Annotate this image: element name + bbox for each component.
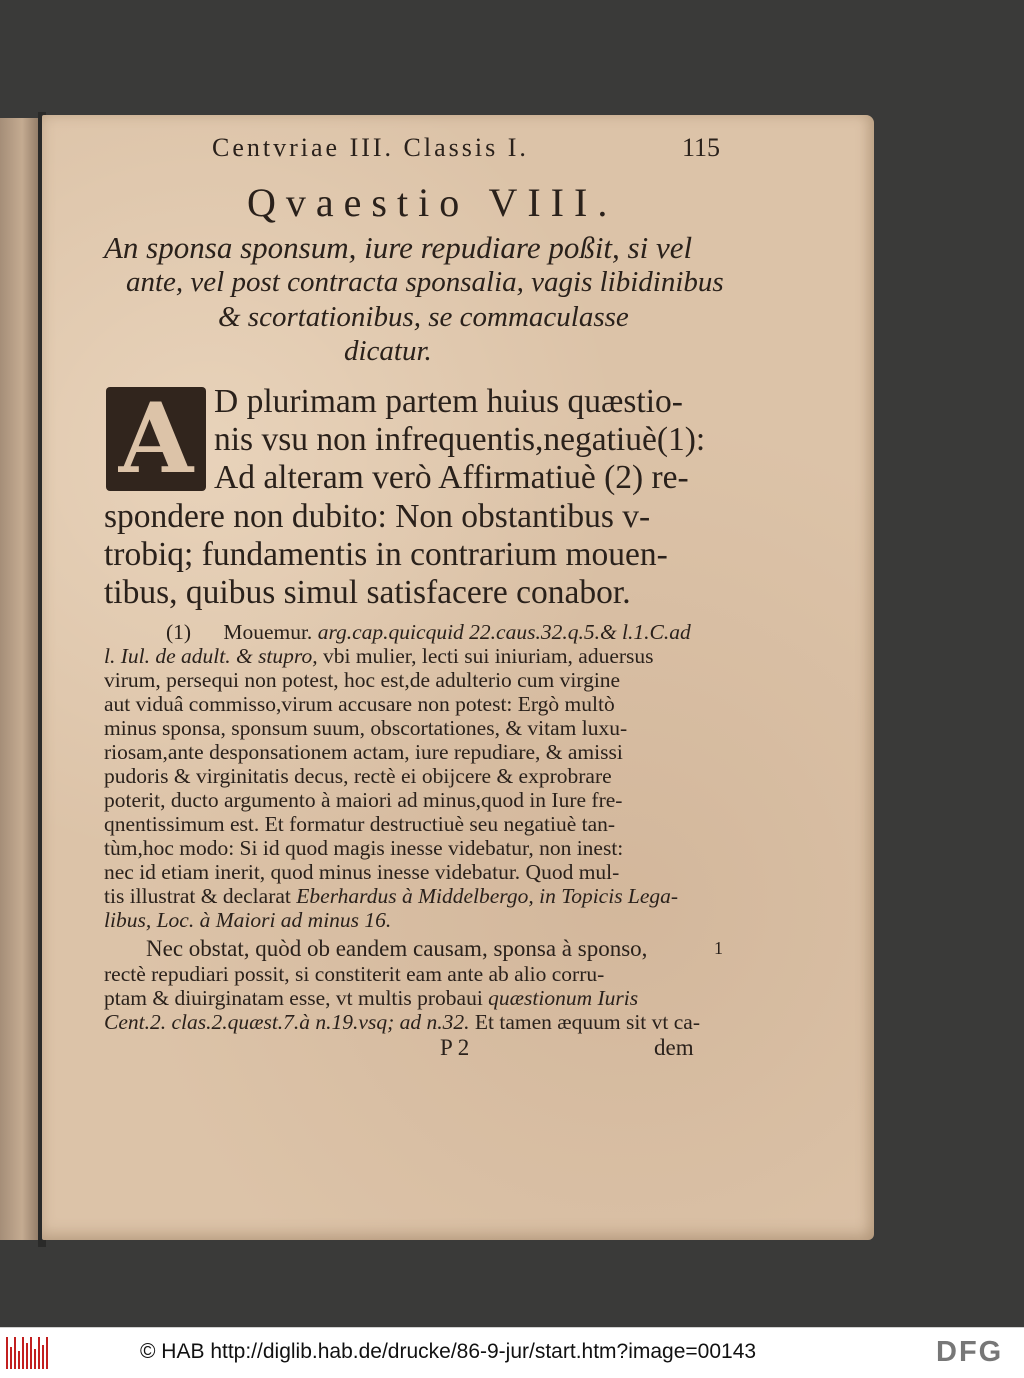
decorated-initial [106,382,206,495]
question-line: dicatur. [344,335,432,367]
note-line [166,620,691,645]
note-lead-word: Mouemur. [223,620,313,644]
quaestio-title: Qvaestio VIII. [247,180,618,225]
note-line: tùm,hoc modo: Si id quod magis inesse videbatur, non inest: [104,836,624,860]
catchword: dem [654,1035,694,1060]
previous-page-edge [0,118,40,1240]
body-line: tibus, quibus simul satisfacere conabor. [104,574,631,611]
dfg-logo: DFG [936,1336,1004,1368]
body-line: spondere non dubito: Non obstantibus v- [104,498,651,535]
book-page [42,115,874,1240]
main-line: rectè repudiari possit, si constiterit eam ante ab alio corru- [104,962,605,986]
note-line [104,644,654,669]
body-line: trobiq; fundamentis in contrarium mouen- [104,536,668,573]
body-line: Ad alteram verò Affirmatiuè (2) re- [214,459,689,496]
note-number: (1) [166,620,192,644]
running-head: Centvriae III. Classis I. [212,133,529,162]
copyright-link[interactable]: © HAB http://diglib.hab.de/drucke/86-9-jur/start.htm?image=00143 [140,1340,757,1363]
note-line: pudoris & virginitatis decus, rectè ei obijcere & exprobrare [104,764,612,788]
marginal-number: 1 [714,938,723,958]
note-line: minus sponsa, sponsum suum, obscortationes, & vitam luxu- [104,716,628,740]
legal-citation: quæstionum Iuris [488,986,639,1010]
body-line: D plurimam partem huius quæstio- [214,383,683,420]
body-line: nis vsu non infrequentis,negatiuè(1): [214,421,706,458]
author-citation: libus, Loc. à Maiori ad minus 16. [104,908,392,932]
note-line [104,908,391,933]
main-line: Nec obstat, quòd ob eandem causam, sponsa à sponso, [146,936,648,961]
hab-logo-icon [6,1337,48,1369]
question-line: & scortationibus, se commaculasse [218,301,629,333]
author-citation: Eberhardus à Middelbergo, in Topicis Lega- [296,884,679,908]
question-line: ante, vel post contracta sponsalia, vagis libidinibus [126,266,724,298]
main-line [104,986,638,1011]
page-number: 115 [682,133,721,162]
legal-citation: Cent.2. clas.2.quæst.7.à n.19.vsq; ad n.32. [104,1010,470,1034]
note-line: nec id etiam inerit, quod minus inesse videbatur. Quod mul- [104,860,620,884]
note-line: qnentissimum est. Et formatur destructiuè seu negatiuè tan- [104,812,616,836]
note-line: poterit, ducto argumento à maiori ad minus,quod in Iure fre- [104,788,623,812]
note-line [104,884,678,909]
note-line: aut viduâ commisso,virum accusare non potest: Ergò multò [104,692,615,716]
note-text: tis illustrat & declarat [104,884,291,908]
main-text: ptam & diuirginatam esse, vt multis probaui [104,986,483,1010]
legal-citation: l. Iul. de adult. & stupro, [104,644,318,668]
legal-citation: arg.cap.quicquid 22.caus.32.q.5.& l.1.C.ad [317,620,691,644]
question-line: An sponsa sponsum, iure repudiare poßit, si vel [104,230,693,265]
note-text: vbi mulier, lecti sui iniuriam, aduersus [322,644,654,668]
main-text: Et tamen æquum sit vt ca- [474,1010,700,1034]
drop-cap-letter: A [118,382,194,495]
note-line: virum, persequi non potest, hoc est,de adulterio cum virgine [104,668,621,692]
footer-bar [0,1327,1024,1378]
note-line: riosam,ante desponsationem actam, iure repudiare, & amissi [104,740,623,764]
main-line [104,1010,700,1035]
signature-mark: P 2 [440,1035,470,1060]
